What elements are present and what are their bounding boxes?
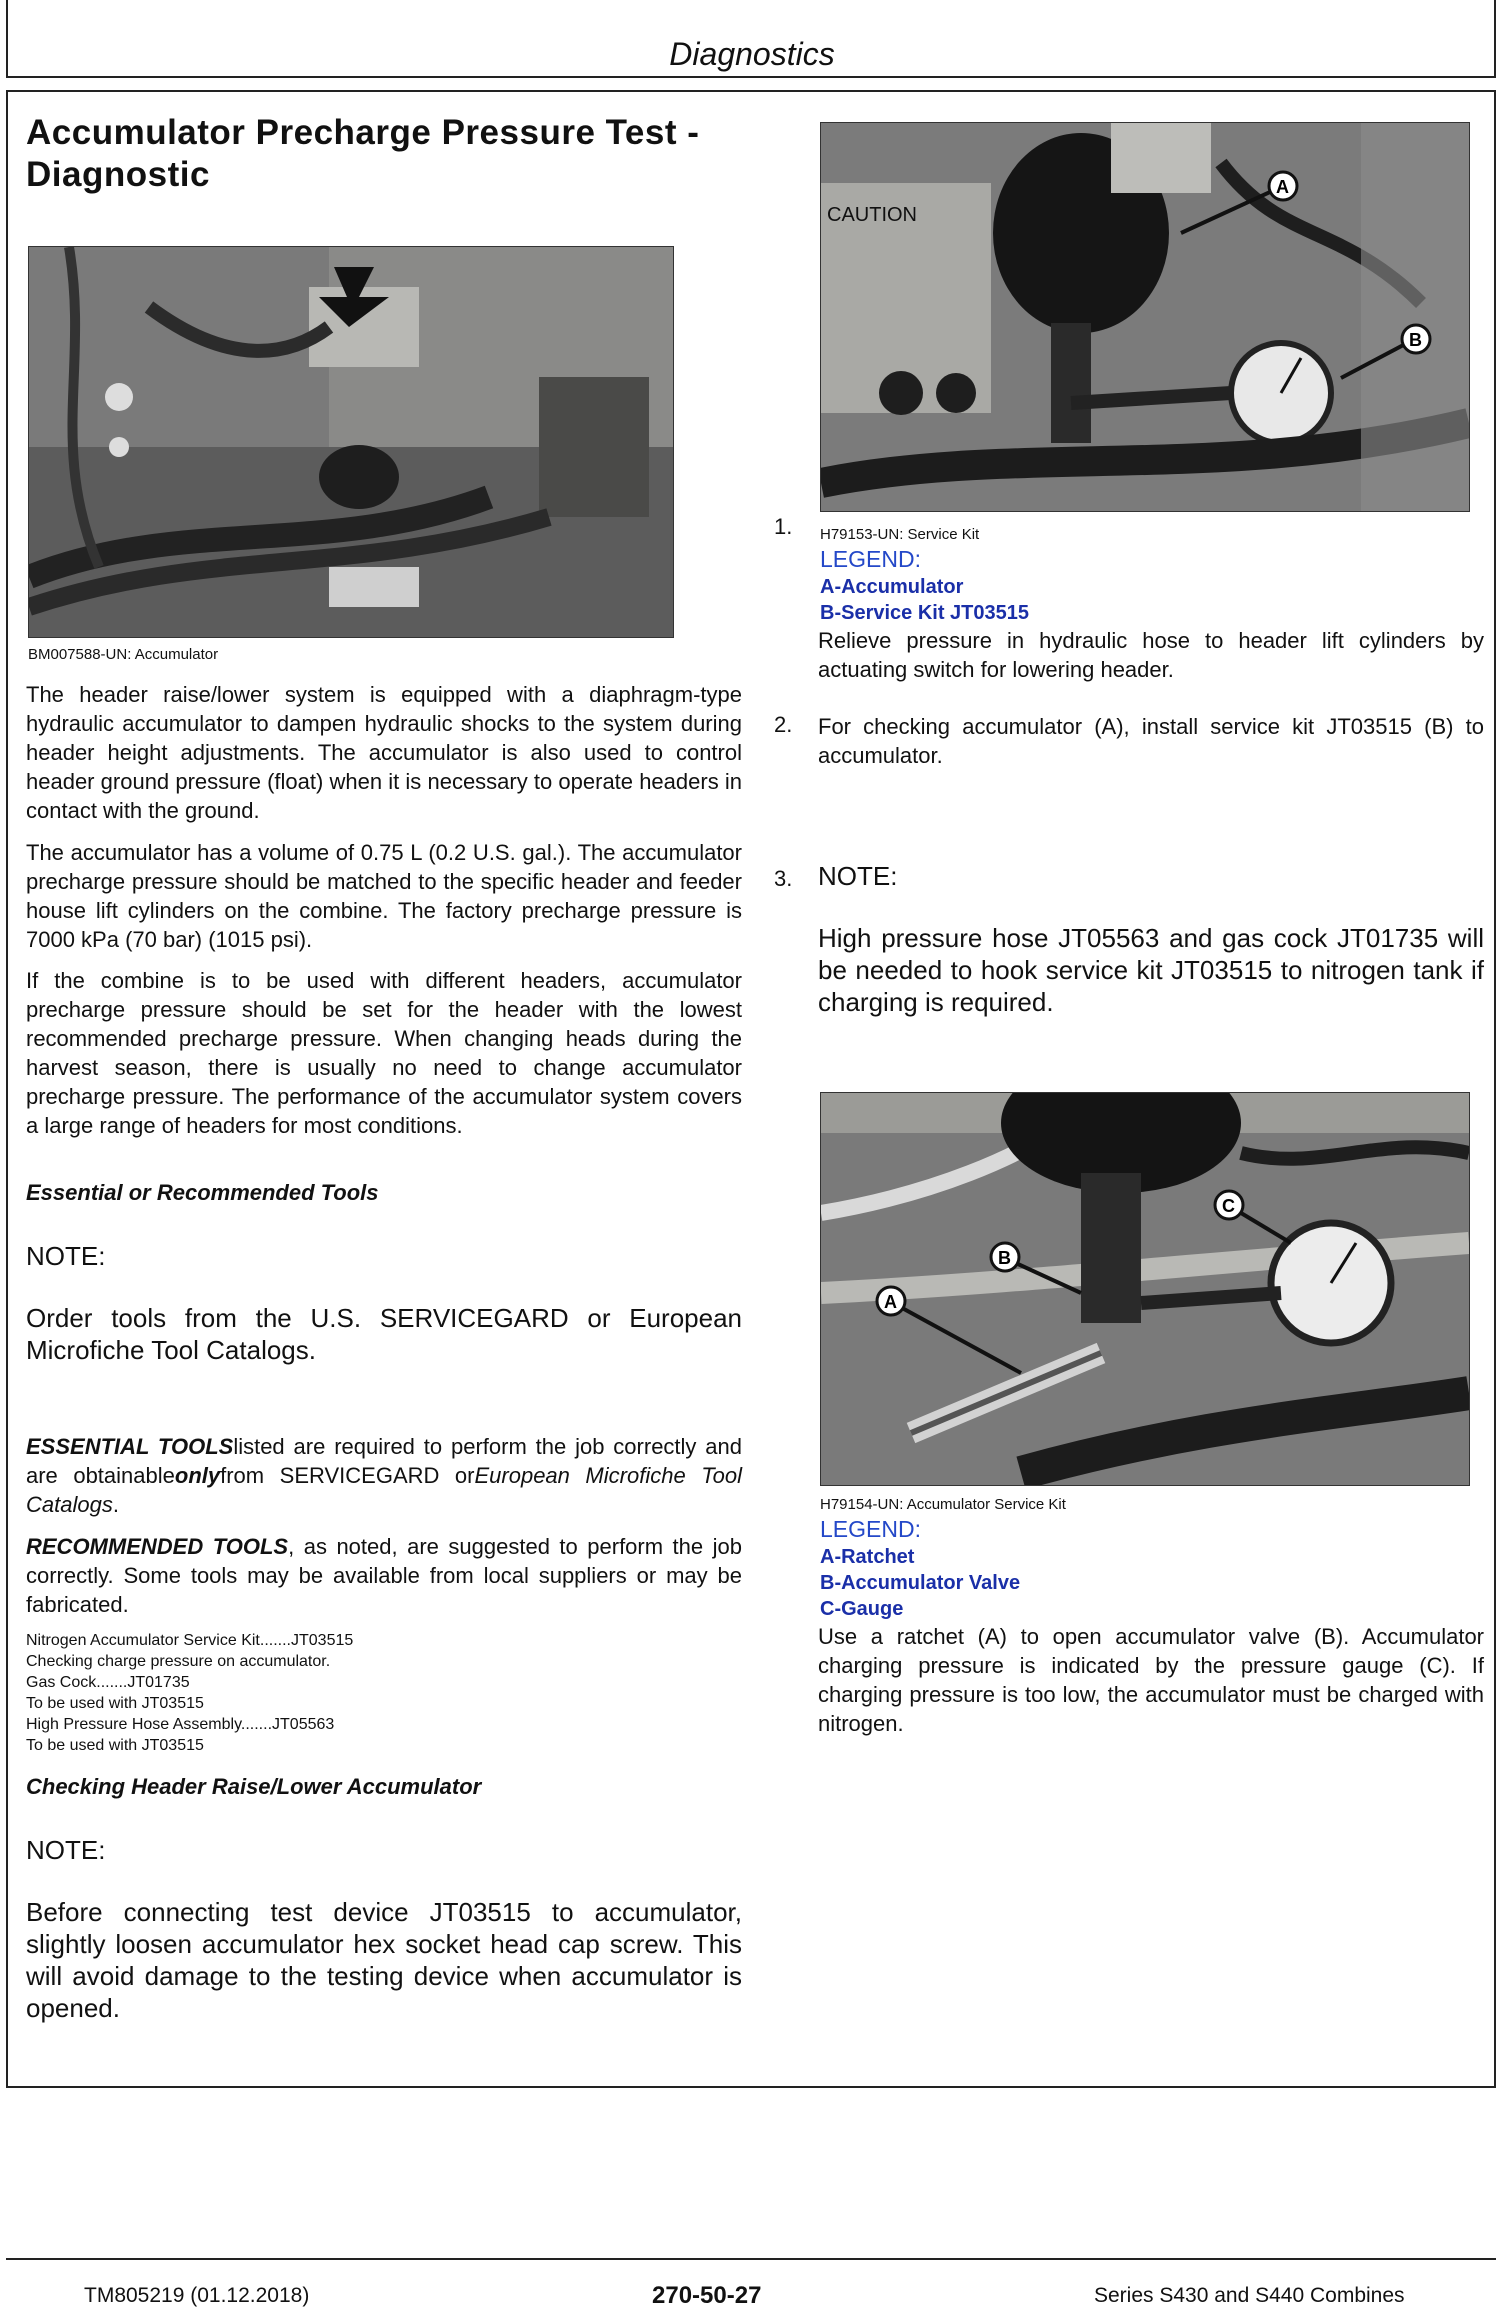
callout-c: C [1222,1196,1235,1216]
footer-rule [6,2258,1496,2260]
callout-a-2: A [884,1292,897,1312]
figure-caption-service-kit: H79153-UN: Service Kit [820,526,980,543]
accumulator-service-kit-photo [820,1092,1470,1486]
note-before-connecting: Before connecting test device JT03515 to accumulator, slightly loosen accumulator hex socket head cap screw. This will avoid damage to the testing device when accumulator is opened. [26,1897,742,2023]
footer-page-number: 270-50-27 [652,2282,762,2309]
figure-caption-accumulator: BM007588-UN: Accumulator [28,646,219,663]
legend-item: B-Service Kit JT03515 [820,602,1030,624]
callout-b: B [1409,330,1422,350]
step-1-text: Relieve pressure in hydraulic hose to header lift cylinders by actuating switch for lowering header. [818,628,1484,682]
step-3-note: NOTE: [818,861,898,891]
essential-tools-paragraph [26,1432,742,1519]
tool-list-item: Checking charge pressure on accumulator. [26,1653,331,1670]
essential-text-3: . [112,1492,119,1517]
legend-2 [820,1544,1020,1622]
figure-caption-accumulator-service-kit: H79154-UN: Accumulator Service Kit [820,1496,1066,1513]
paragraph-headers: If the combine is to be used with different headers, accumulator precharge pressure should be set for the header with the lowest recommended precharge pressure. When changing heads during the harvest season, there is usually no need to change accumulator precharge pressure. The performance of the accumulator system covers a large range of headers for most conditions. [26,968,742,1138]
recommended-tools-label: RECOMMENDED TOOLS [26,1534,289,1559]
callout-b-2: B [998,1248,1011,1268]
checking-heading: Checking Header Raise/Lower Accumulator [26,1774,482,1799]
footer-series: Series S430 and S440 Combines [1094,2284,1405,2307]
recommended-text: , as noted, are suggested to perform the job correctly. Some tools may be available from local suppliers or may be fabricated. [26,1534,742,1617]
legend-item: A-Ratchet [820,1546,915,1568]
tool-list-item: To be used with JT03515 [26,1737,204,1754]
callout-a: A [1276,177,1289,197]
note-label: NOTE: [26,1241,106,1271]
tool-list-item: Gas Cock.......JT01735 [26,1674,190,1691]
section-title-line2: Diagnostic [26,155,210,194]
tool-list-item: To be used with JT03515 [26,1695,204,1712]
section-title-line1: Accumulator Precharge Pressure Test - [26,113,700,152]
legend-label-2: LEGEND: [820,1516,921,1542]
page-header-title: Diagnostics [669,36,835,72]
footer-document-id: TM805219 (01.12.2018) [84,2284,310,2307]
note-label-2: NOTE: [26,1835,106,1865]
step-1-number: 1. [774,514,793,539]
tool-list-item: Nitrogen Accumulator Service Kit.......JT03515 [26,1632,354,1649]
step-3-text: High pressure hose JT05563 and gas cock JT01735 will be needed to hook service kit JT03515 to nitrogen tank if charging is required. [818,923,1484,1017]
step-2-number: 2. [774,712,793,737]
essential-catalog: European Microfiche Tool Catalogs [26,1463,742,1517]
paragraph-volume: The accumulator has a volume of 0.75 L (0.2 U.S. gal.). The accumulator precharge pressure should be matched to the specific header and feeder house lift cylinders on the combine. The factory precharge pressure is 7000 kPa (70 bar) (1015 psi). [26,840,742,952]
paragraph-intro: The header raise/lower system is equipped with a diaphragm-type hydraulic accumulator to dampen hydraulic shocks to the system during header height adjustments. The accumulator is also used to control header ground pressure (float) when it is necessary to operate headers in contact with the ground. [26,682,742,823]
caution-label: CAUTION [827,204,917,226]
legend-label: LEGEND: [820,546,921,572]
step-3-number: 3. [774,866,793,891]
legend-item: C-Gauge [820,1598,904,1620]
step-2-text: For checking accumulator (A), install service kit JT03515 (B) to accumulator. [818,714,1484,768]
accumulator-photo [28,246,674,638]
tools-heading: Essential or Recommended Tools [26,1180,379,1205]
final-instruction-text: Use a ratchet (A) to open accumulator valve (B). Accumulator charging pressure is indicated by the pressure gauge (C). If charging pressure is too low, the accumulator must be charged with nitrogen. [818,1624,1484,1736]
tool-list-item: High Pressure Hose Assembly.......JT05563 [26,1716,335,1733]
essential-text-2: from SERVICEGARD or [220,1463,475,1488]
service-kit-photo [820,122,1470,512]
tool-list [26,1630,742,1756]
essential-text-1: listed are required to perform the job correctly and are obtainable [26,1434,742,1488]
essential-only: only [174,1463,221,1488]
legend-item: B-Accumulator Valve [820,1572,1021,1594]
legend-item: A-Accumulator [820,576,964,598]
legend-1 [820,574,1029,626]
recommended-tools-paragraph [26,1532,742,1619]
essential-tools-label: ESSENTIAL TOOLS [26,1434,234,1459]
section-title [26,112,746,196]
note-order-tools: Order tools from the U.S. SERVICEGARD or European Microfiche Tool Catalogs. [26,1303,742,1365]
